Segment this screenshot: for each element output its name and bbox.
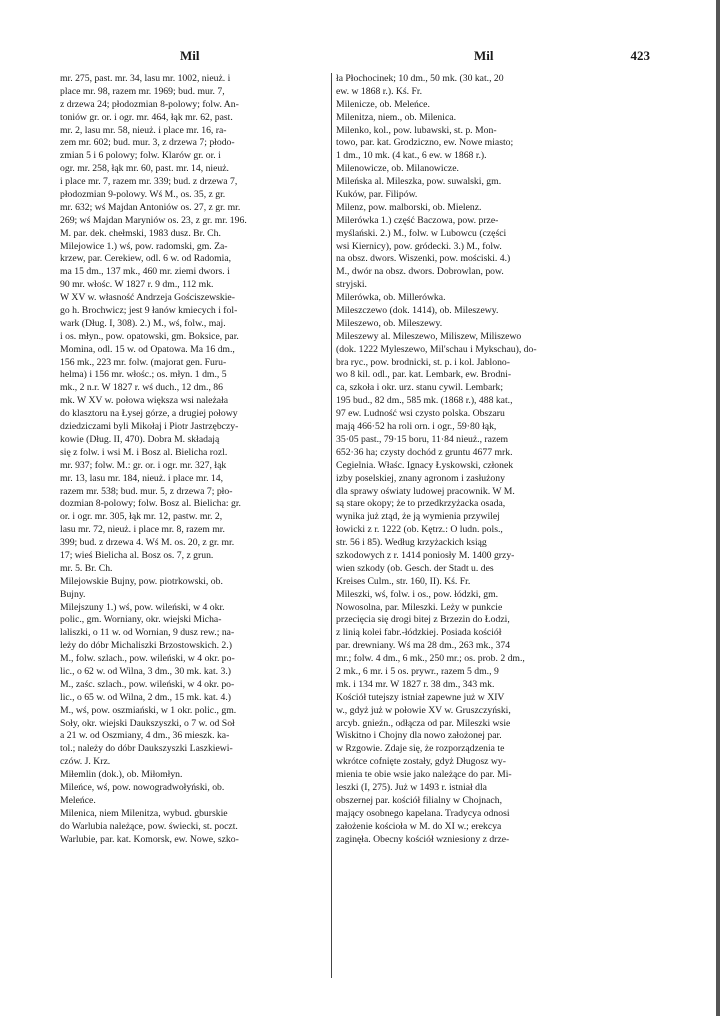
text-line: kowie (Dług. II, 470). Dobra M. składają bbox=[60, 433, 220, 445]
text-line: i os. młyn., pow. opatowski, gm. Boksice, par. bbox=[60, 330, 239, 342]
page-edge-shadow bbox=[716, 0, 720, 1016]
text-line: wo 8 kil. odl., par. kat. Lembark, ew. Brodni- bbox=[336, 369, 512, 381]
text-line: W XV w. własność Andrzeja Gościszewskie- bbox=[60, 292, 235, 304]
text-line: Mileńce, wś, pow. nowogradwołyński, ob. bbox=[60, 781, 225, 793]
text-line: wien szkody (ob. Gesch. der Stadt u. des bbox=[336, 562, 494, 574]
text-line: mk. W XV w. połowa większa wsi należała bbox=[60, 395, 229, 407]
text-line: Milenowicze, ob. Milanowicze. bbox=[336, 163, 459, 175]
text-line: toniów gr. or. i ogr. mr. 464, łąk mr. 62, past. bbox=[60, 111, 233, 123]
text-line: M., zaśc. szlach., pow. wileński, w 4 okr. po- bbox=[60, 678, 235, 690]
text-line: do klasztoru na Łysej górze, a drugiej połowy bbox=[60, 408, 238, 420]
text-line: lasu mr. 72, nieuż. i place mr. 8, razem mr. bbox=[60, 524, 225, 536]
text-line: Momina, odl. 15 w. od Opatowa. Ma 16 dm., bbox=[60, 343, 235, 355]
text-line: szkodowych z r. 1414 poniosły M. 1400 grzy- bbox=[336, 549, 515, 561]
text-line: zmian 5 i 6 polowy; folw. Klarów gr. or. i bbox=[60, 150, 221, 162]
text-line: Meleńce. bbox=[60, 794, 96, 806]
text-line: do Warlubia należące, pow. świecki, st. poczt. bbox=[60, 820, 238, 832]
text-line: ew. w 1868 r.). Kś. Fr. bbox=[336, 85, 423, 97]
text-line: ma 15 dm., 137 mk., 460 mr. ziemi dwors. i bbox=[60, 266, 230, 278]
text-line: Kościół tutejszy istniał zapewne już w XIV bbox=[336, 691, 505, 703]
text-line: 399; bud. z drzewa 4. Wś M. os. 20, z gr. mr. bbox=[60, 537, 235, 549]
text-line: mk. i 134 mr. W 1827 r. 38 dm., 343 mk. bbox=[336, 678, 495, 690]
text-line: Milenica, niem Milenitza, wybud. gburskie bbox=[60, 807, 228, 819]
text-line: lic., o 65 w. od Wilna, 2 dm., 15 mk. kat. 4.) bbox=[60, 691, 232, 703]
text-line: czów. J. Krz. bbox=[60, 756, 111, 768]
running-head-left: Mil bbox=[180, 48, 200, 63]
text-line: myślański. 2.) M., folw. w Lubowcu (części bbox=[336, 227, 507, 239]
text-line: Miłemlin (dok.), ob. Miłomłyn. bbox=[60, 769, 183, 781]
text-line: mający osobnego kapelana. Tradycya odnosi bbox=[336, 807, 510, 819]
page-header bbox=[60, 48, 650, 70]
text-line: wark (Dług. I, 308). 2.) M., wś, folw., maj. bbox=[60, 317, 226, 329]
text-line: towo, par. kat. Grodziczno, ew. Nowe miasto; bbox=[336, 137, 514, 149]
text-line: Milenitza, niem., ob. Milenica. bbox=[336, 111, 456, 123]
text-line: Cegielnia. Właśc. Ignacy Łyskowski, członek bbox=[336, 459, 514, 471]
text-line: ogr. mr. 258, łąk mr. 60, past. mr. 14, nieuż. bbox=[60, 163, 229, 175]
text-line: str. 56 i 85). Według krzyżackich ksiąg bbox=[336, 537, 487, 549]
text-line: izby poselskiej, znany agronom i zasłużony bbox=[336, 472, 505, 484]
text-line: dziedziczami byli Mikołaj i Piotr Jastrzębczy- bbox=[60, 421, 239, 433]
text-line: arcyb. gnieźn., odłącza od par. Mileszki wsie bbox=[336, 717, 511, 729]
text-line: lic., o 62 w. od Wilna, 3 dm., 30 mk. kat. 3.) bbox=[60, 665, 232, 677]
text-line: (dok. 1222 Myleszewo, Mil'schau i Mykschau), do- bbox=[336, 343, 537, 355]
text-line: Milenicze, ob. Meleńce. bbox=[336, 98, 430, 110]
text-line: Milejowice 1.) wś, pow. radomski, gm. Za- bbox=[60, 240, 228, 252]
right-column bbox=[336, 73, 611, 846]
text-line: M., folw. szlach., pow. wileński, w 4 okr. po- bbox=[60, 653, 235, 665]
running-head-right: Mil bbox=[474, 48, 494, 63]
text-line: bra ryc., pow. brodnicki, st. p. i kol. Jablono- bbox=[336, 356, 510, 368]
text-line: M., wś, pow. oszmiański, w 1 okr. polic., gm. bbox=[60, 704, 237, 716]
text-line: na obsz. dwors. Wiszenki, pow. mościski. 4.) bbox=[336, 253, 511, 265]
text-line: z drzewa 24; płodozmian 8-polowy; folw. An- bbox=[60, 98, 239, 110]
text-line: a 21 w. od Oszmiany, 4 dm., 36 mieszk. ka- bbox=[60, 730, 230, 742]
text-line: wynika już ztąd, że ją wymienia przywilej bbox=[336, 511, 500, 523]
text-line: Mileszewy al. Mileszewo, Miliszew, Miliszewo bbox=[336, 330, 522, 342]
left-column bbox=[60, 73, 335, 846]
text-line: 1 dm., 10 mk. (4 kat., 6 ew. w 1868 r.). bbox=[336, 150, 487, 162]
text-line: 35·05 past., 79·15 boru, 11·84 nieuż., razem bbox=[336, 433, 509, 445]
text-line: założenie kościoła w M. do XI w.; erekcya bbox=[336, 820, 502, 832]
text-line: 17; wieś Bielicha al. Bosz os. 7, z grun. bbox=[60, 549, 214, 561]
text-line: obszernej par. kościół filialny w Chojnach, bbox=[336, 794, 502, 806]
text-line: Milerówka, ob. Millerówka. bbox=[336, 292, 446, 304]
text-line: są stare okopy; że to przedkrzyżacka osada, bbox=[336, 498, 506, 510]
column-divider bbox=[331, 73, 332, 978]
text-line: Mileszczewo (dok. 1414), ob. Mileszewy. bbox=[336, 305, 499, 317]
text-line: or. i ogr. mr. 305, łąk mr. 12, pastw. mr. 2, bbox=[60, 511, 223, 523]
text-line: mr. 13, lasu mr. 184, nieuż. i place mr. 14, bbox=[60, 472, 224, 484]
text-line: krzew, par. Cerekiew, odl. 6 w. od Radomia, bbox=[60, 253, 232, 265]
text-line: Soły, okr. wiejski Daukszyszki, o 7 w. od Soł bbox=[60, 717, 235, 729]
text-line: mk., 2 n.r. W 1827 r. wś duch., 12 dm., 86 bbox=[60, 382, 223, 394]
text-line: w Rzgowie. Zdaje się, że rozporządzenia te bbox=[336, 743, 505, 755]
text-line: 269; wś Majdan Maryniów os. 23, z gr. mr. 196. bbox=[60, 214, 247, 226]
text-line: wsi Kiernicy), pow. gródecki. 3.) M., folw. bbox=[336, 240, 502, 252]
text-line: Nowosolna, par. Mileszki. Leży w punkcie bbox=[336, 601, 503, 613]
page-number: 423 bbox=[630, 48, 650, 63]
text-line: się z folw. i wsi M. i Bosz al. Bielicha rozl. bbox=[60, 446, 228, 458]
text-line: dla sprawy oświaty ludowej pracownik. W M. bbox=[336, 485, 515, 497]
text-line: mr. 632; wś Majdan Antoniów os. 27, z gr. mr. bbox=[60, 201, 241, 213]
text-line: go h. Brochwicz; jest 9 łanów kmiecych i fol- bbox=[60, 305, 238, 317]
text-line: mr. 5. Br. Ch. bbox=[60, 562, 113, 574]
text-line: helma) i 156 mr. włośc.; os. młyn. 1 dm., 5 bbox=[60, 369, 227, 381]
text-line: płodozmian 9-polowy. Wś M., os. 35, z gr. bbox=[60, 189, 226, 201]
text-line: Milenz, pow. malborski, ob. Mielenz. bbox=[336, 201, 482, 213]
text-line: w., gdyż już w połowie XV w. Gruszczyński, bbox=[336, 704, 511, 716]
text-line: Mileńska al. Mileszka, pow. suwalski, gm. bbox=[336, 176, 502, 188]
text-line: Mileszewo, ob. Mileszewy. bbox=[336, 317, 443, 329]
text-line: mają 466·52 ha roli orn. i ogr., 59·80 łąk, bbox=[336, 421, 497, 433]
text-line: Milerówka 1.) część Baczowa, pow. prze- bbox=[336, 214, 499, 226]
text-line: 156 mk., 223 mr. folw. (majorat gen. Furu- bbox=[60, 356, 227, 368]
text-line: łowicki z r. 1222 (ob. Kętrz.: O ludn. pols., bbox=[336, 524, 503, 536]
text-line: Bujny. bbox=[60, 588, 86, 600]
text-line: zem mr. 602; bud. mur. 3, z drzewa 7; płodo- bbox=[60, 137, 235, 149]
text-line: Mileszki, wś, folw. i os., pow. łódzki, gm. bbox=[336, 588, 499, 600]
text-line: polic., gm. Worniany, okr. wiejski Micha- bbox=[60, 614, 222, 626]
text-line: 2 mk., 6 mr. i 5 os. prywr., razem 5 dm., 9 bbox=[336, 665, 499, 677]
text-line: M., dwór na obsz. dwors. Dobrowlan, pow. bbox=[336, 266, 504, 278]
text-line: zaginęła. Obecny kościół wzniesiony z drze- bbox=[336, 833, 510, 845]
text-line: Milejszuny 1.) wś, pow. wileński, w 4 okr. bbox=[60, 601, 225, 613]
text-line: mr.; folw. 4 dm., 6 mk., 250 mr.; os. prob. 2 dm., bbox=[336, 653, 525, 665]
text-line: Kuków, par. Filipów. bbox=[336, 189, 418, 201]
text-line: laliszki, o 11 w. od Wornian, 9 dusz rew.; na- bbox=[60, 627, 235, 639]
text-line: stryjski. bbox=[336, 279, 367, 291]
text-line: 97 ew. Ludność wsi czysto polska. Obszaru bbox=[336, 408, 505, 420]
text-line: Wiskitno i Chojny dla nowo założonej par. bbox=[336, 730, 502, 742]
text-line: ła Płochocinek; 10 dm., 50 mk. (30 kat., 20 bbox=[336, 73, 504, 84]
text-line: mr. 2, lasu mr. 58, nieuż. i place mr. 16, ra- bbox=[60, 124, 227, 136]
text-line: tol.; należy do dóbr Daukszyszki Laszkiewi- bbox=[60, 743, 233, 755]
text-line: Warlubie, par. kat. Komorsk, ew. Nowe, szko- bbox=[60, 833, 239, 845]
text-line: M. par. dek. chełmski, 1983 dusz. Br. Ch. bbox=[60, 227, 221, 239]
text-line: Milenko, kol., pow. lubawski, st. p. Mon- bbox=[336, 124, 497, 136]
text-line: par. drewniany. Wś ma 28 dm., 263 mk., 374 bbox=[336, 640, 511, 652]
text-line: wkrótce cofnięte zostały, gdyż Długosz wy- bbox=[336, 756, 506, 768]
text-line: place mr. 98, razem mr. 1969; bud. mur. 7, bbox=[60, 85, 225, 97]
text-line: mienia te obie wsie jako należące do par. Mi- bbox=[336, 769, 512, 781]
text-line: z linią kolei fabr.-łódzkiej. Posiada kościół bbox=[336, 627, 502, 639]
text-line: mr. 275, past. mr. 34, lasu mr. 1002, nieuż. i bbox=[60, 73, 231, 84]
text-line: mr. 937; folw. M.: gr. or. i ogr. mr. 327, łąk bbox=[60, 459, 227, 471]
text-line: 652·36 ha; czysty dochód z gruntu 4677 mrk. bbox=[336, 446, 513, 458]
text-line: Kreises Culm., str. 160, II). Kś. Fr. bbox=[336, 575, 471, 587]
text-line: 195 bud., 82 dm., 585 mk. (1868 r.), 488 kat., bbox=[336, 395, 513, 407]
text-line: przecięcia się drogi bitej z Brzezin do Łodzi, bbox=[336, 614, 510, 626]
text-line: leży do dóbr Michaliszki Brzostowskich. 2.) bbox=[60, 640, 232, 652]
text-line: ca, szkoła i okr. urz. stanu cywil. Lembark; bbox=[336, 382, 504, 394]
text-line: dozmian 8-polowy; folw. Bosz al. Bielicha: gr. bbox=[60, 498, 241, 510]
text-line: 90 mr. włośc. W 1827 r. 9 dm., 112 mk. bbox=[60, 279, 214, 291]
text-line: leszki (I, 275). Już w 1493 r. istniał dla bbox=[336, 781, 487, 793]
text-line: i place mr. 7, razem mr. 339; bud. z drzewa 7, bbox=[60, 176, 238, 188]
text-line: razem mr. 538; bud. mur. 5, z drzewa 7; pło- bbox=[60, 485, 233, 497]
text-line: Milejowskie Bujny, pow. piotrkowski, ob. bbox=[60, 575, 223, 587]
